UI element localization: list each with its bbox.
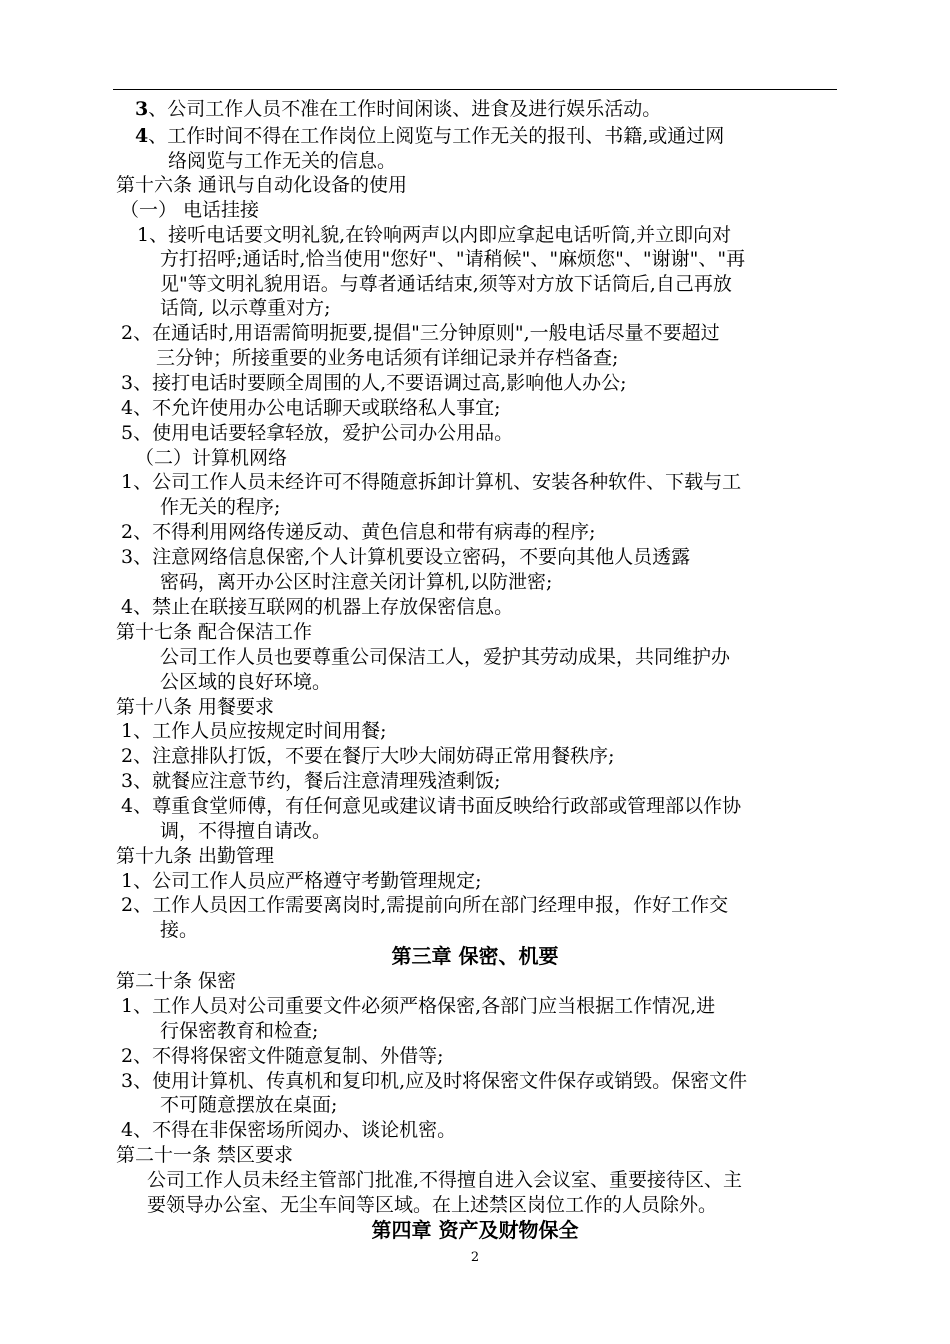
text-line: 4、禁止在联接互联网的机器上存放保密信息。 [121,596,514,618]
text-line: 接。 [160,919,199,941]
text-line: 不可随意摆放在桌面; [160,1094,338,1116]
article-heading: 第十八条 用餐要求 [116,696,275,718]
text-line: 2、在通话时,用语需简明扼要,提倡"三分钟原则",一般电话尽量不要超过 [121,322,720,344]
text-line: 公区域的良好环境。 [160,671,332,693]
text-line: 方打招呼;通话时,恰当使用"您好"、"请稍候"、"麻烦您"、"谢谢"、"再 [160,248,746,270]
text-line: 要领导办公室、无尘车间等区域。在上述禁区岗位工作的人员除外。 [147,1194,718,1216]
article-heading: 第二十一条 禁区要求 [116,1144,294,1166]
text-line: 公司工作人员也要尊重公司保洁工人，爱护其劳动成果，共同维护办 [160,646,731,668]
chapter-heading: 第四章 资产及财物保全 [371,1218,579,1242]
text-line: 2、工作人员因工作需要离岗时,需提前向所在部门经理申报，作好工作交 [121,894,729,916]
article-heading: 第十九条 出勤管理 [116,845,275,867]
text-line: 1、公司工作人员应严格遵守考勤管理规定; [121,870,482,892]
text-line: 5、使用电话要轻拿轻放，爱护公司办公用品。 [121,422,514,444]
text-line: 公司工作人员未经主管部门批准,不得擅自进入会议室、重要接待区、主 [147,1169,743,1191]
chapter-heading: 第三章 保密、机要 [391,944,559,968]
text-line: 1、公司工作人员未经许可不得随意拆卸计算机、安装各种软件、下载与工 [121,471,742,493]
text-line: 4、不得在非保密场所阅办、谈论机密。 [121,1119,457,1141]
article-heading: 第十六条 通讯与自动化设备的使用 [116,174,408,196]
text-line: 2、不得将保密文件随意复制、外借等; [121,1045,444,1067]
text-line: 1、工作人员对公司重要文件必须严格保密,各部门应当根据工作情况,进 [121,995,716,1017]
text-line: 3、注意网络信息保密,个人计算机要设立密码，不要向其他人员透露 [121,546,691,568]
section-heading: （一） 电话挂接 [120,199,260,221]
header-rule [113,89,837,90]
text-line: 1、工作人员应按规定时间用餐; [121,720,387,742]
text-line: 2、注意排队打饭，不要在餐厅大吵大闹妨碍正常用餐秩序; [121,745,615,767]
text-line: 3、公司工作人员不准在工作时间闲谈、进食及进行娱乐活动。 [135,98,662,120]
text-line: 密码，离开办公区时注意关闭计算机,以防泄密; [160,571,553,593]
text-line: 2、不得利用网络传递反动、黄色信息和带有病毒的程序; [121,521,596,543]
text-line: 4、尊重食堂师傅，有任何意见或建议请书面反映给行政部或管理部以作协 [121,795,742,817]
text-line: 络阅览与工作无关的信息。 [168,150,397,172]
text-line: 3、就餐应注意节约，餐后注意清理残渣剩饭; [121,770,501,792]
text-line: 话筒, 以示尊重对方; [160,297,331,319]
text-line: 4、不允许使用办公电话聊天或联络私人事宜; [121,397,501,419]
article-heading: 第二十条 保密 [116,970,237,992]
section-heading: （二）计算机网络 [135,447,288,469]
text-line: 作无关的程序; [160,496,281,518]
text-line: 行保密教育和检查; [160,1020,319,1042]
page-number: 2 [470,1250,480,1265]
article-heading: 第十七条 配合保洁工作 [116,621,313,643]
text-line: 三分钟；所接重要的业务电话须有详细记录并存档备查; [156,347,619,369]
text-line: 调，不得擅自请改。 [160,820,332,842]
text-line: 1、接听电话要文明礼貌,在铃响两声以内即应拿起电话听筒,并立即向对 [137,224,732,246]
text-line: 3、接打电话时要顾全周围的人,不要语调过高,影响他人办公; [121,372,627,394]
text-line: 见"等文明礼貌用语。与尊者通话结束,须等对方放下话筒后,自己再放 [160,273,732,295]
text-line: 3、使用计算机、传真机和复印机,应及时将保密文件保存或销毁。保密文件 [121,1070,748,1092]
text-line: 4、工作时间不得在工作岗位上阅览与工作无关的报刊、书籍,或通过网 [135,125,725,147]
